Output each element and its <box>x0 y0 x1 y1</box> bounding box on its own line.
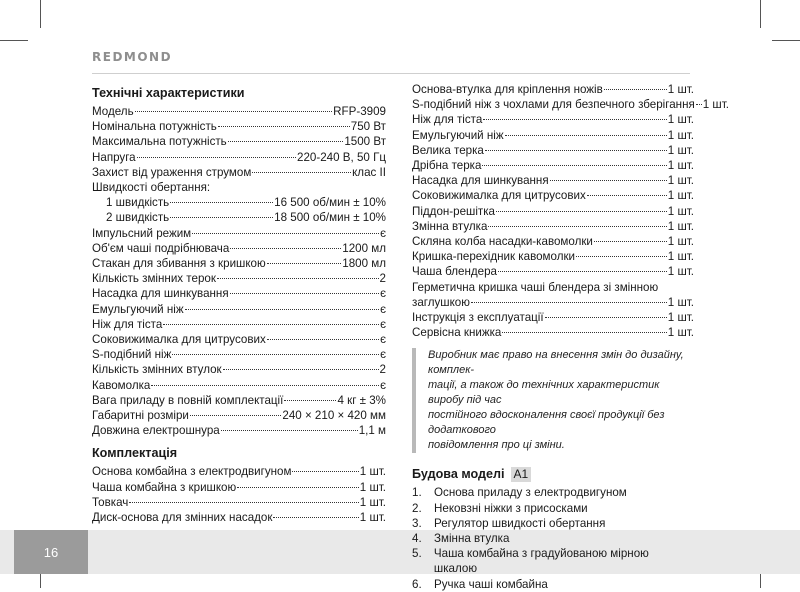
dot-leader <box>696 104 702 105</box>
dot-leader <box>221 430 358 431</box>
spec-label: Велика терка <box>412 143 484 157</box>
spec-row <box>412 249 694 264</box>
spec-value: є <box>380 226 386 240</box>
spec-row <box>92 378 386 393</box>
package-list-right <box>412 82 729 280</box>
crop-mark <box>0 40 28 41</box>
structure-item <box>412 546 694 576</box>
spec-label: Емульгуючий ніж <box>412 128 504 142</box>
dot-leader <box>587 195 667 196</box>
spec-row <box>92 165 386 180</box>
spec-row <box>412 97 729 112</box>
spec-label: Напруга <box>92 150 136 164</box>
spec-label: Насадка для шинкування <box>412 174 549 188</box>
spec-label: Диск-основа для змінних насадок <box>92 511 273 525</box>
crop-mark <box>760 0 761 28</box>
spec-row <box>412 143 694 158</box>
item-text: Ручка чаші комбайна <box>434 577 548 591</box>
spec-row <box>92 510 386 525</box>
dot-leader <box>135 111 333 112</box>
spec-value: 1 шт. <box>702 98 729 112</box>
dot-leader <box>482 165 666 166</box>
item-number: 2. <box>412 501 422 515</box>
dot-leader <box>502 332 666 333</box>
spec-value: 1 шт. <box>667 159 694 173</box>
spec-row <box>92 195 386 210</box>
spec-label: Максимальна потужність <box>92 135 227 149</box>
spec-value: 1 шт. <box>667 113 694 127</box>
spec-label: Кількість змінних втулок <box>92 363 222 377</box>
spec-value: 1200 мл <box>342 241 386 255</box>
dot-leader <box>550 180 667 181</box>
spec-value: 1 шт. <box>667 326 694 340</box>
structure-title: Будова моделі <box>412 467 505 482</box>
dot-leader <box>192 233 379 234</box>
spec-row <box>412 128 694 143</box>
spec-value: 1 шт. <box>667 204 694 218</box>
spec-label: Емульгуючий ніж <box>92 302 184 316</box>
spec-row <box>412 325 694 340</box>
spec-row <box>92 241 386 256</box>
spec-value: 1 шт. <box>359 480 386 494</box>
disclaimer-note <box>412 348 694 453</box>
spec-label: Номінальна потужність <box>92 120 217 134</box>
spec-row <box>92 480 386 495</box>
spec-row <box>92 104 386 119</box>
spec-value: 18 500 об/мин ± 10% <box>274 211 386 225</box>
spec-value: 1 шт. <box>667 128 694 142</box>
spec-label: Кавомолка <box>92 378 151 392</box>
spec-row <box>92 150 386 165</box>
spec-value: є <box>380 287 386 301</box>
right-column <box>412 82 729 592</box>
header-divider <box>92 73 690 74</box>
spec-value: 1,1 м <box>358 424 386 438</box>
item-number: 1. <box>412 486 422 500</box>
dot-leader <box>594 241 667 242</box>
structure-item <box>412 577 694 592</box>
dot-leader <box>267 339 379 340</box>
dot-leader <box>218 126 350 127</box>
spec-row <box>412 219 694 234</box>
spec-label: заглушкою <box>412 295 470 309</box>
spec-row <box>92 286 386 301</box>
dot-leader <box>190 415 281 416</box>
spec-row <box>92 134 386 149</box>
dot-leader <box>172 354 379 355</box>
spec-label: Соковижималка для цитрусових <box>412 189 586 203</box>
package-list-left <box>92 464 386 525</box>
structure-heading <box>412 465 694 483</box>
dot-leader <box>163 324 379 325</box>
dot-leader <box>185 309 379 310</box>
spec-value: 1 шт. <box>359 495 386 509</box>
speeds-list <box>92 195 386 225</box>
dot-leader <box>488 226 666 227</box>
spec-value: є <box>380 333 386 347</box>
dot-leader <box>498 271 667 272</box>
spec-value: 1 шт. <box>667 265 694 279</box>
spec-label: Сервісна книжка <box>412 326 502 340</box>
dot-leader <box>223 369 379 370</box>
page-number: 16 <box>14 530 88 574</box>
spec-value: 1 шт. <box>359 511 386 525</box>
spec-label: Модель <box>92 105 134 118</box>
item-text: Основа приладу з електродвигуном <box>434 486 627 500</box>
dot-leader <box>228 141 344 142</box>
item-text: Змінна втулка <box>434 532 510 546</box>
spec-row <box>412 82 694 97</box>
dot-leader <box>137 157 296 158</box>
spec-label: 2 швидкість <box>106 211 170 225</box>
dot-leader <box>129 502 358 503</box>
brand-logo: REDMOND <box>92 50 173 64</box>
spec-label: S-подібний ніж <box>92 348 172 362</box>
dot-leader <box>267 263 342 264</box>
spec-label: Ніж для тіста <box>412 113 483 127</box>
crop-mark <box>772 40 800 41</box>
dot-leader <box>576 256 667 257</box>
spec-value: 1 шт. <box>667 174 694 188</box>
dot-leader <box>545 317 667 318</box>
spec-value: є <box>380 348 386 362</box>
spec-label: Довжина електрошнура <box>92 424 220 438</box>
spec-value: 1 шт. <box>667 143 694 157</box>
spec-row <box>412 158 694 173</box>
specs-list <box>92 104 386 180</box>
spec-row <box>92 332 386 347</box>
spec-label: Чаша блендера <box>412 265 497 279</box>
dot-leader <box>237 487 359 488</box>
spec-value: 750 Вт <box>350 120 386 134</box>
item-number: 4. <box>412 532 422 546</box>
item-number: 5. <box>412 547 422 561</box>
spec-value: 240 × 210 × 420 мм <box>282 409 386 423</box>
spec-row <box>92 464 386 479</box>
dot-leader <box>273 517 358 518</box>
structure-list <box>412 485 694 591</box>
spec-label: Вага приладу в повній комплектації <box>92 393 284 407</box>
spec-label: Стакан для збивання з кришкою <box>92 257 266 271</box>
spec-label: Основа комбайна з електродвигуном <box>92 465 292 479</box>
crop-mark <box>40 0 41 28</box>
item-number: 6. <box>412 577 422 591</box>
spec-label: Скляна колба насадки-кавомолки <box>412 235 593 249</box>
item-text: Чаша комбайна з градуйованою мірною шкалою <box>433 547 649 576</box>
spec-value: 1 шт. <box>667 83 694 96</box>
dot-leader <box>284 400 336 401</box>
spec-row <box>92 210 386 225</box>
spec-label: Насадка для шинкування <box>92 287 229 301</box>
figure-badge: A1 <box>511 467 532 482</box>
item-number: 3. <box>412 516 422 530</box>
spec-value: є <box>380 302 386 316</box>
spec-row <box>92 256 386 271</box>
package-list-more <box>412 310 694 340</box>
spec-value: 16 500 об/мин ± 10% <box>274 196 386 210</box>
dot-leader <box>485 150 667 151</box>
spec-row <box>92 423 386 438</box>
structure-item <box>412 485 694 500</box>
spec-label: Кришка-перехідник кавомолки <box>412 250 576 264</box>
package-heading: Комплектація <box>92 446 178 461</box>
spec-value: 1 шт. <box>359 465 386 479</box>
spec-label: Піддон-решітка <box>412 204 496 218</box>
item-text: Нековзні ніжки з присосками <box>434 501 588 515</box>
note-line: тації, а також до технічних характеристик виробу під час <box>428 379 660 407</box>
spec-row <box>92 302 386 317</box>
spec-row <box>412 188 694 203</box>
spec-row <box>92 495 386 510</box>
spec-value: 1 шт. <box>667 311 694 325</box>
dot-leader <box>230 248 341 249</box>
spec-label: Інструкція з експлуатації <box>412 311 544 325</box>
left-column <box>92 82 386 525</box>
spec-label: Захист від ураження струмом <box>92 165 252 179</box>
dot-leader <box>292 471 358 472</box>
spec-label: Кількість змінних терок <box>92 272 216 286</box>
spec-label: Імпульсний режим <box>92 226 192 240</box>
sealed-lid-line: Герметична кришка чаші блендера зі змінною <box>412 280 659 294</box>
specs-list-2 <box>92 226 386 439</box>
spec-row <box>92 119 386 134</box>
spec-value: є <box>380 317 386 331</box>
dot-leader <box>170 202 273 203</box>
item-text: Регулятор швидкості обертання <box>434 516 606 530</box>
spec-row <box>412 204 694 219</box>
spec-row <box>92 393 386 408</box>
spec-value: 1500 Вт <box>344 135 386 149</box>
spec-value: є <box>380 378 386 392</box>
spec-row <box>412 234 694 249</box>
spec-value: 2 <box>379 272 386 286</box>
spec-label: Габаритні розміри <box>92 409 189 423</box>
spec-value: 2 <box>379 363 386 377</box>
spec-label: Основа-втулка для кріплення ножів <box>412 83 603 96</box>
spec-value: 1 шт. <box>667 250 694 264</box>
structure-item <box>412 531 694 546</box>
spec-label: Ніж для тіста <box>92 317 163 331</box>
spec-row <box>412 310 694 325</box>
spec-label: S-подібний ніж з чохлами для безпечного зберігання <box>412 98 695 112</box>
spec-row <box>92 317 386 332</box>
spec-value: 1 шт. <box>667 295 694 309</box>
structure-item <box>412 516 694 531</box>
structure-item <box>412 501 694 516</box>
dot-leader <box>252 172 351 173</box>
spec-value: RFP-3909 <box>333 105 386 118</box>
dot-leader <box>170 217 273 218</box>
specs-heading: Технічні характеристики <box>92 86 245 100</box>
spec-row <box>412 173 694 188</box>
spec-label: Змінна втулка <box>412 219 488 233</box>
spec-value: клас II <box>352 165 386 179</box>
spec-row <box>92 226 386 241</box>
spec-value: 1800 мл <box>342 257 386 271</box>
dot-leader <box>604 89 667 90</box>
spec-label: Об'єм чаші подрібнювача <box>92 241 230 255</box>
spec-value: 220-240 В, 50 Гц <box>297 150 386 164</box>
dot-leader <box>496 211 667 212</box>
dot-leader <box>151 385 379 386</box>
spec-label: Дрібна терка <box>412 159 482 173</box>
spec-value: 4 кг ± 3% <box>337 393 386 407</box>
spec-value: 1 шт. <box>667 235 694 249</box>
spec-row <box>412 264 694 279</box>
dot-leader <box>505 135 667 136</box>
spec-value: 1 шт. <box>667 189 694 203</box>
spec-label: Соковижималка для цитрусових <box>92 333 266 347</box>
note-line: постійного вдосконалення своєї продукції без додаткового <box>428 409 665 437</box>
spec-row <box>92 271 386 286</box>
spec-label: Товкач <box>92 495 129 509</box>
spec-row <box>412 112 694 127</box>
spec-row <box>412 295 694 310</box>
speeds-label: Швидкості обертання: <box>92 181 211 195</box>
dot-leader <box>217 278 379 279</box>
note-line: повідомлення про ці зміни. <box>428 439 565 452</box>
dot-leader <box>483 119 667 120</box>
spec-row <box>92 362 386 377</box>
spec-row <box>92 408 386 423</box>
spec-label: 1 швидкість <box>106 196 170 210</box>
note-line: Виробник має право на внесення змін до дизайну, комплек- <box>428 349 684 377</box>
dot-leader <box>471 302 667 303</box>
dot-leader <box>230 293 379 294</box>
spec-row <box>92 347 386 362</box>
spec-value: 1 шт. <box>667 219 694 233</box>
spec-label: Чаша комбайна з кришкою <box>92 480 237 494</box>
